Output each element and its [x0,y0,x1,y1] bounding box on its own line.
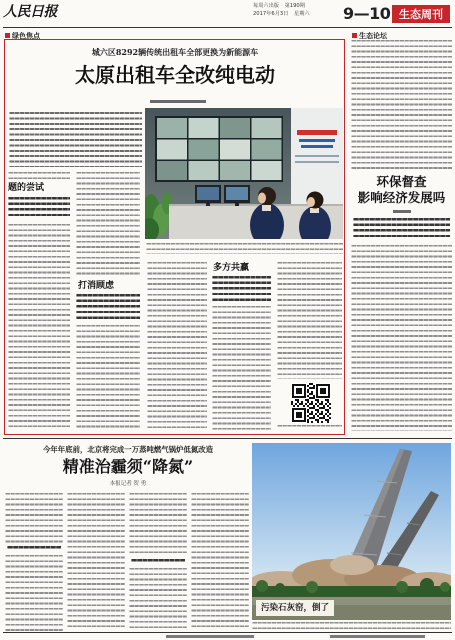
lead-story-subhead-3: 多方共赢 [213,263,250,273]
lead-story-headline: 太原出租车全改纯电动 [75,63,275,87]
forum-intro-text [353,218,450,240]
body-text-lines [351,245,452,431]
issue-number: 第190期 [284,3,305,9]
section-divider [3,438,452,439]
chimney-demolition-photo [252,443,451,620]
body-text-lines [277,425,342,430]
body-text-lines [147,262,207,430]
body-text-lines [212,306,271,430]
qr-code [291,383,331,423]
body-text-lines [129,493,187,556]
photo-caption-box [256,600,334,616]
body-text-lines [76,172,140,278]
header-rule [3,27,452,28]
lead-story-intro-text [9,112,142,167]
body-text-lines [5,555,63,631]
body-text-lines [8,172,70,181]
dispatch-center-photo [145,108,343,239]
bottom-story-headline: 精准治霾须“降氮” [62,457,194,476]
publication-frequency: 每周六出版 [253,3,279,9]
photo-caption-text [146,243,343,254]
section-marker-icon [5,33,10,38]
section-title: 生态周刊 [399,7,443,21]
qr-code-image [291,383,331,423]
issue-weekday: 星期六 [294,11,310,17]
bottom-story-byline: 本报记者 贺 勇 [109,481,147,487]
section-title-badge [392,5,450,23]
body-text-lines [252,622,451,630]
dispatch-center-image [145,108,343,239]
bottom-story-subtitle: 今年年底前，北京将完成一万蒸吨燃气锅炉低氮改造 [43,445,213,454]
forum-headline-line-1: 环保督查 [376,174,427,189]
date-info [253,12,310,17]
photo-caption: 污染石灰窑，倒了 [260,602,329,613]
body-text-lines [277,262,342,379]
footer-email [330,635,425,638]
signage-panel [291,108,343,206]
issue-date: 2017年6月3日 [253,11,289,17]
section-marker-icon [352,33,357,38]
body-text-lines [67,493,125,631]
masthead-logo: 人民日报 [3,4,57,20]
chimney-demolition-image [252,443,451,620]
issue-info [253,4,305,9]
body-text-lines [351,40,452,172]
body-text-lines [8,224,70,430]
page-numbers: 9—10 [343,4,391,23]
footer-editor-credit [166,635,254,638]
forum-headline-line-2: 影响经济发展吗 [357,190,446,205]
lead-story-subhead-1: 题的尝试 [8,183,45,193]
lead-story-byline [150,100,206,103]
subhead-lead-text [76,294,140,321]
body-text-lines [5,493,63,543]
bottom-story-subhead-lines [7,546,61,551]
subhead-lead-text [8,197,70,219]
section-label-green-focus: 绿色焦点 [12,30,40,40]
body-text-lines [76,325,140,430]
section-label-ecology-forum: 生态论坛 [359,30,387,40]
video-wall [155,116,283,182]
body-text-lines [191,493,249,631]
forum-byline [393,210,411,213]
lead-story-subhead-2: 打消顾虑 [78,281,115,291]
footer-rule [3,632,452,633]
body-text-lines [129,568,187,631]
lead-story-subtitle: 城六区8292辆传统出租车全部更换为新能源车 [91,47,259,57]
subhead-lead-text [212,276,271,303]
bottom-story-subhead-lines [131,559,185,564]
